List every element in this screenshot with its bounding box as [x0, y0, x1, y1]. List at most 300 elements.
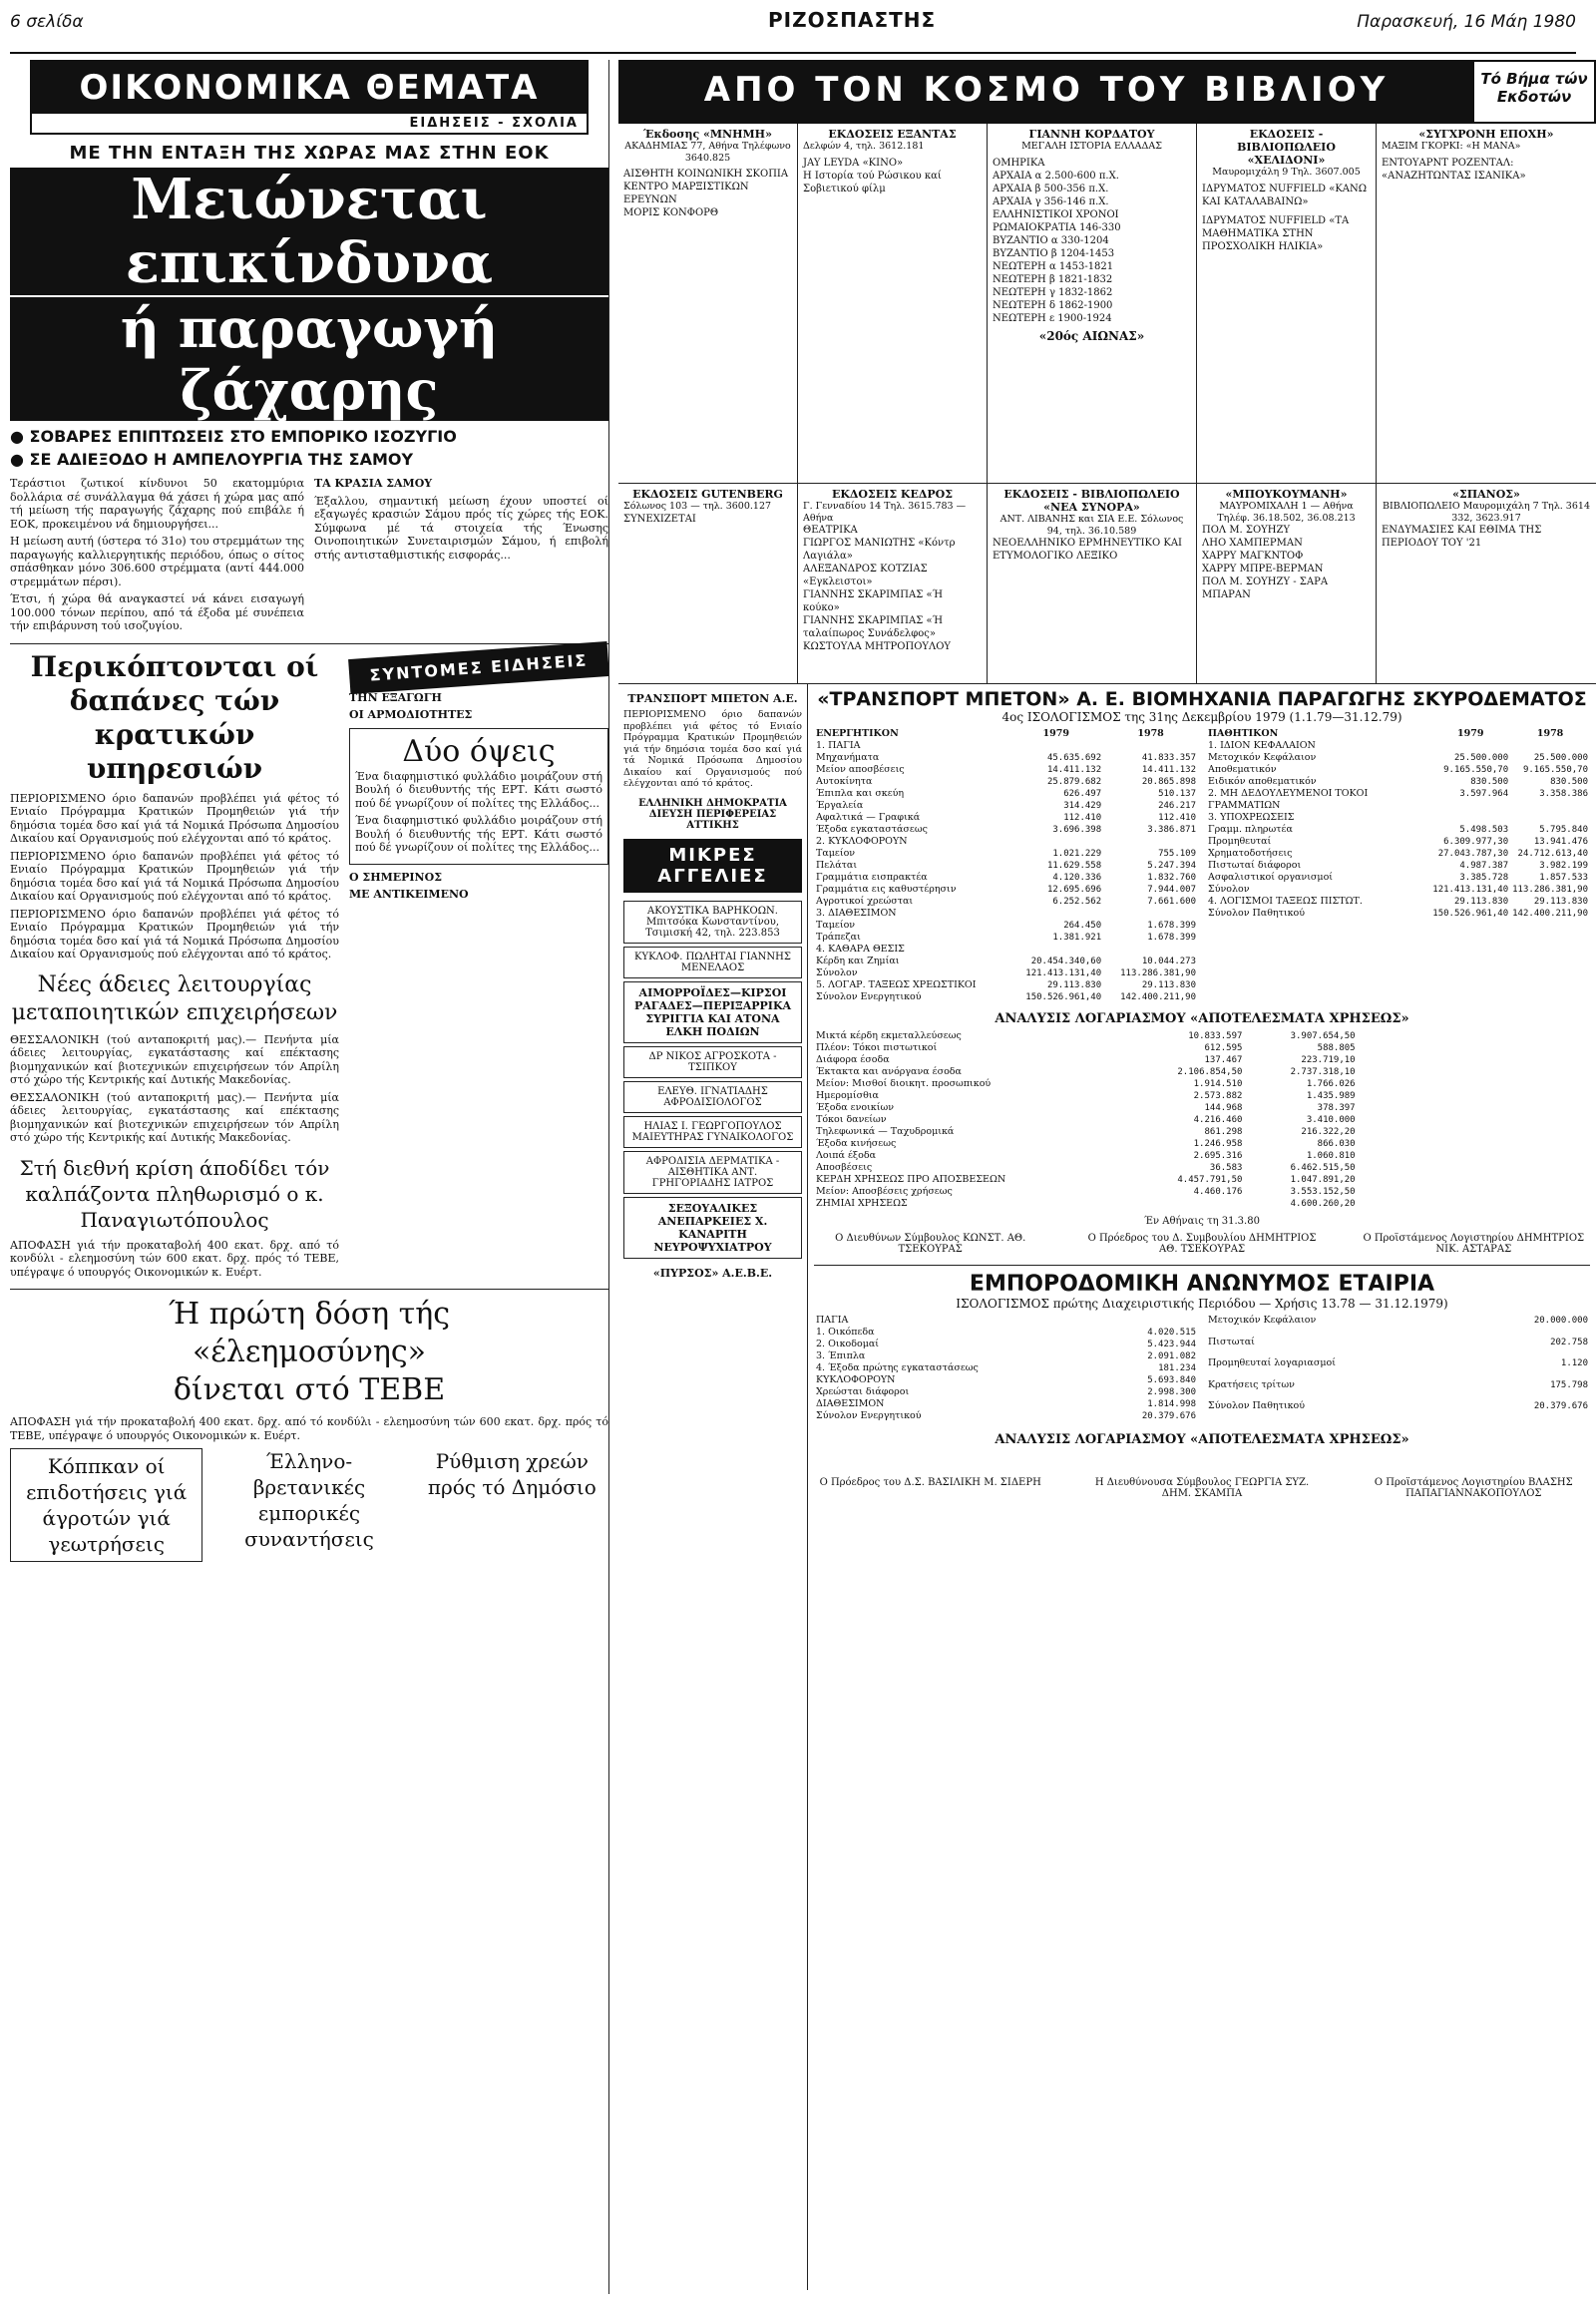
publisher-item: ΙΔΡΥΜΑΤΟΣ NUFFIELD «ΤΑ ΜΑΘΗΜΑΤΙΚΑ ΣΤΗΝ ΠΡΟΣΧΟΛΙΚΗ ΗΛΙΚΙΑ»: [1202, 214, 1350, 252]
bullet-2: ● ΣΕ ΑΔΙΕΞΟΔΟ Η ΑΜΠΕΛΟΥΡΓΙΑ ΤΗΣ ΣΑΜΟΥ: [10, 450, 414, 469]
row-label: Μικτά κέρδη εκμεταλλεύσεως: [816, 1030, 962, 1041]
table-row: [814, 848, 1198, 860]
row-value: 3.696.398: [1052, 825, 1102, 835]
book-banner: [618, 60, 1596, 124]
row-value: 112.410: [1063, 813, 1102, 823]
row-value: 27.043.787,30: [1437, 849, 1509, 859]
row-value: 223.719,10: [1301, 1055, 1356, 1065]
row-label: Σύνολον Παθητικού: [1208, 1400, 1306, 1412]
table-row: [814, 872, 1198, 884]
row-value: 113.286.381,90: [1120, 968, 1196, 978]
row-label: Πιστωταί: [1208, 1336, 1255, 1347]
sugar-para-1: Τεράστιοι ζωτικοί κίνδυνοι 50 εκατομμύρια δολλάρια σέ συνάλλαγμα θά χάσει ή χώρα μας από τή μείωση τής παραγωγής ζάχαρης πού επιβάλε ή ΕΟΚ, προκειμένου νά δημιουργήσει...: [10, 477, 304, 531]
transport-signature-mid: Ο Πρόεδρος του Δ. Συμβουλίου ΔΗΜΗΤΡΙΟΣ ΑΘ. ΤΣΕΚΟΥΡΑΣ: [1087, 1233, 1317, 1255]
publisher-address: Σόλωνος 103 — τηλ. 3600.127: [623, 501, 772, 512]
publisher-item: ΝΕΩΤΕΡΗ ε 1900-1924: [993, 312, 1112, 324]
transport-assets-table: [814, 728, 1198, 1003]
row-value: 2.695.316: [1193, 1151, 1243, 1161]
table-row: [1206, 1357, 1590, 1379]
row-label: Τράπεζαι: [816, 932, 861, 943]
publisher-synchroni: [1377, 124, 1596, 483]
publisher-address: ΑΚΑΔΗΜΙΑΣ 77, Αθήνα Τηλέφωνο 3640.825: [624, 141, 791, 164]
cuts-body: ΠΕΡΙΟΡΙΣΜΕΝΟ όριο δαπανών προβλέπει γιά φέτος τό Ενιαίο Πρόγραμμα Κρατικών Προμηθειών γιά τήν δημόσια τομέα δσο καί γιά τά Νομικά Πρόσωπα Δημοσίου Δικαίου καί Οργανισμούς πού ελέγχονται από τό κράτος.: [10, 791, 339, 845]
row-value: 142.400.211,90: [1120, 992, 1196, 1002]
table-row: [814, 979, 1198, 991]
row-value: 5.247.394: [1147, 861, 1196, 871]
two-views-box: [349, 728, 608, 865]
publisher-item: ΘΕΑΤΡΙΚΑ: [803, 525, 858, 536]
publisher-item: ΝΕΩΤΕΡΗ γ 1832-1862: [993, 286, 1113, 298]
publisher-item: ΕΝΔΥΜΑΣΙΕΣ ΚΑΙ ΕΘΙΜΑ ΤΗΣ ΠΕΡΙΟΔΟΥ ΤΟΥ '21: [1382, 525, 1542, 549]
table-row: [1206, 1400, 1590, 1422]
table-row: [814, 776, 1198, 788]
publisher-item: ΝΕΟΕΛΛΗΝΙΚΟ ΕΡΜΗΝΕΥΤΙΚΟ ΚΑΙ ΕΤΥΜΟΛΟΓΙΚΟ ΛΕΞΙΚΟ: [993, 538, 1183, 562]
row-value: 1.021.229: [1052, 849, 1102, 859]
row-value: 5.423.944: [1147, 1340, 1196, 1349]
row-value: [1098, 1315, 1198, 1327]
publisher-name: «ΣΥΓΧΡΟΝΗ ΕΠΟΧΗ»: [1418, 128, 1554, 141]
publisher-item: ΓΙΩΡΓΟΣ ΜΑΝΙΩΤΗΣ «Κόντρ Λαγιάλα»: [803, 538, 956, 562]
publisher-name: ΕΚΔΟΣΕΙΣ GUTENBERG: [632, 488, 783, 501]
trade-headline: Έλληνο-βρετανικές εμπορικές συναντήσεις: [244, 1449, 374, 1551]
small-ad: ΑΙΜΟΡΡΟΪΔΕΣ—ΚΙΡΣΟΙ ΡΑΓΑΔΕΣ—ΠΕΡΙΞΑΡΡΙΚΑ ΣΥΡΙΓΓΙΑ ΚΑΙ ΑΤΟΝΑ ΕΛΚΗ ΠΟΔΙΩΝ: [623, 981, 802, 1043]
table-row: [814, 1138, 1358, 1150]
row-value: 7.661.600: [1147, 897, 1196, 907]
row-label: Έπιπλα και σκεύη: [816, 788, 905, 799]
table-row: [1206, 764, 1590, 776]
debt-headline: Ρύθμιση χρεών πρός τό Δημόσιο: [427, 1449, 597, 1499]
page-header: [10, 8, 1576, 54]
headline-line1: Μειώνεται επικίνδυνα: [10, 168, 608, 295]
table-row: [1206, 1379, 1590, 1401]
year-1978: 1978: [1137, 728, 1164, 739]
transport-subtitle: 4ος ΙΣΟΛΟΓΙΣΜΟΣ της 31ης Δεκεμβρίου 1979 (1.1.79—31.12.79): [1001, 710, 1402, 724]
row-value: 216.322,20: [1301, 1127, 1356, 1137]
row-label: Ημερομίσθια: [816, 1090, 879, 1101]
table-row: [1206, 752, 1590, 764]
row-label: Μετοχικόν Κεφάλαιον: [1208, 752, 1317, 763]
row-value: 1.060.810: [1306, 1151, 1356, 1161]
row-label: Λοιπά έξοδα: [816, 1150, 876, 1161]
row-label: Αποθεματικόν: [1208, 764, 1277, 775]
publisher-address: ΜΑΥΡΟΜΙΧΑΛΗ 1 — Αθήνα Τηλέφ. 36.18.502, 36.08.213: [1217, 501, 1356, 524]
brief-logo: ΣΥΝΤΟΜΕΣ ΕΙΔΗΣΕΙΣ: [348, 640, 609, 693]
page-number: 6 σελίδα: [10, 12, 84, 32]
cuts-headline-3: κρατικών υπηρεσιών: [86, 717, 263, 785]
table-row: [1206, 788, 1590, 812]
row-value: [1008, 944, 1103, 956]
row-value: 20.454.340,60: [1030, 957, 1102, 966]
emporo-results-title: ΑΝΑΛΥΣΙΣ ΛΟΓΑΡΙΑΣΜΟΥ «ΑΠΟΤΕΛΕΣΜΑΤΑ ΧΡΗΣΕΩΣ»: [995, 1432, 1409, 1447]
table-row: [814, 1350, 1198, 1362]
row-value: 314.429: [1063, 801, 1102, 811]
table-row: [814, 740, 1198, 752]
transport-results-title: ΑΝΑΛΥΣΙΣ ΛΟΓΑΡΙΑΣΜΟΥ «ΑΠΟΤΕΛΕΣΜΑΤΑ ΧΡΗΣΕΩΣ»: [995, 1011, 1409, 1026]
row-value: 3.982.199: [1539, 861, 1588, 871]
publisher-name: «ΜΠΟΥΚΟΥΜΑΝΗ»: [1225, 488, 1348, 501]
table-row: [1206, 776, 1590, 788]
row-label: Αποσβέσεις: [816, 1162, 873, 1173]
publisher-item: ΝΕΩΤΕΡΗ δ 1862-1900: [993, 299, 1113, 311]
row-label: Ασφαλιστικοί οργανισμοί: [1208, 872, 1334, 883]
section-subtitle: ΕΙΔΗΣΕΙΣ - ΣΧΟΛΙΑ: [409, 116, 579, 131]
row-label: 5. ΛΟΓΑΡ. ΤΑΞΕΩΣ ΧΡΕΩΣΤΙΚΟΙ: [816, 979, 977, 990]
row-value: 175.798: [1550, 1379, 1588, 1390]
row-value: [1103, 908, 1198, 920]
row-value: 25.500.000: [1453, 753, 1509, 763]
publisher-item: ΒΥΖΑΝΤΙΟ α 330-1204: [993, 234, 1109, 246]
publisher-name: ΕΚΔΟΣΕΙΣ - ΒΙΒΛΙΟΠΩΛΕΙΟ «ΧΕΛΙΔΟΝΙ»: [1237, 128, 1336, 167]
table-row: [814, 764, 1198, 776]
table-row: [814, 860, 1198, 872]
row-value: 20.379.676: [1141, 1411, 1196, 1421]
small-ad: ΚΥΚΛΟΦ. ΠΩΛΗΤΑΙ ΓΙΑΝΝΗΣ ΜΕΝΕΛΑΟΣ: [623, 947, 802, 978]
row-label: Μείον: Αποσβέσεις χρήσεως: [816, 1186, 953, 1197]
two-views-body: Ένα διαφημιστικό φυλλάδιο μοιράζουν στή Βουλή ό διευθυντής τής ΕΡΤ. Κάτι σωστό πού δέ γνωρίζουν οί πολίτες της Ελλάδος...: [355, 769, 602, 810]
cuts-body-3: ΠΕΡΙΟΡΙΣΜΕΝΟ όριο δαπανών προβλέπει γιά φέτος τό Ενιαίο Πρόγραμμα Κρατικών Προμηθειών γιά τήν δημόσια τομέα δσο καί γιά τά Νομικά Πρόσωπα Δημοσίου Δικαίου καί Οργανισμούς πού ελέγχονται από τό κράτος.: [10, 907, 339, 960]
row-value: 29.113.830: [1533, 897, 1588, 907]
publisher-address: ΜΑΞΙΜ ΓΚΟΡΚΙ: «Η ΜΑΝΑ»: [1382, 141, 1521, 152]
table-row: [1206, 1315, 1590, 1337]
issue-date: Παρασκευή, 16 Μάη 1980: [1357, 12, 1576, 32]
row-value: 45.635.692: [1046, 753, 1102, 763]
kicker: ΜΕ ΤΗΝ ΕΝΤΑΞΗ ΤΗΣ ΧΩΡΑΣ ΜΑΣ ΣΤΗΝ ΕΟΚ: [69, 143, 550, 164]
row-label: ΚΕΡΔΗ ΧΡΗΣΕΩΣ ΠΡΟ ΑΠΟΣΒΕΣΕΩΝ: [816, 1174, 1006, 1185]
publisher-kedros: [798, 484, 988, 683]
publisher-item: ΟΜΗΡΙΚΑ: [993, 157, 1045, 169]
table-row: [814, 1162, 1358, 1174]
row-value: 10.044.273: [1141, 957, 1196, 966]
row-value: 121.413.131,40: [1025, 968, 1102, 978]
row-label: Κρατήσεις τρίτων: [1208, 1378, 1295, 1390]
publisher-item: ΡΩΜΑΙΟΚΡΑΤΙΑ 146-330: [993, 221, 1121, 233]
small-ad: ΣΕΞΟΥΑΛΙΚΕΣ ΑΝΕΠΑΡΚΕΙΕΣ Χ. ΚΑΝΑΡΙΤΗ ΝΕΥΡΟΨΥΧΙΑΤΡΟΥ: [623, 1197, 802, 1259]
emporo-signature-mid: Η Διευθύνουσα Σύμβουλος ΓΕΩΡΓΙΑ ΣΥΖ. ΔΗΜ. ΣΚΑΜΠΑ: [1094, 1477, 1310, 1499]
row-label: 4. ΛΟΓΙΣΜΟΙ ΤΑΞΕΩΣ ΠΙΣΤΩΤ.: [1208, 896, 1363, 907]
cut-subsidies-headline: Κόππκαν οί επιδοτήσεις γιά άγροτών γιά γεωτρήσεις: [10, 1448, 202, 1562]
publisher-name: ΕΚΔΟΣΕΙΣ ΕΞΑΝΤΑΣ: [828, 128, 957, 141]
row-label: Έξοδα κινήσεως: [816, 1138, 897, 1149]
row-label: Αγροτικοί χρεώσται: [816, 896, 914, 907]
row-value: 29.113.830: [1046, 980, 1102, 990]
table-row: [814, 956, 1198, 967]
sugar-para-2: Η μείωση αυτή (ύστερα τό 31ο) του στρεμμάτων της παραγωγής καλλιεργητικής περιόδου, όπως ο σίτος σπάσθηκαν μόνο 306.600 στρέμματα (αντί 444.000 στρεμμάτων πέρσι).: [10, 535, 304, 588]
row-value: 144.968: [1204, 1103, 1243, 1113]
row-value: 3.597.964: [1459, 789, 1509, 799]
publisher-chelidoni: [1197, 124, 1377, 483]
object-heading: ΜΕ ΑΝΤΙΚΕΙΜΕΝΟ: [349, 888, 469, 901]
two-views-headline: Δύο όψεις: [402, 733, 556, 769]
table-row: [814, 1114, 1358, 1126]
publisher-item: ΑΡΧΑΙΑ α 2.500-600 π.Χ.: [993, 170, 1119, 182]
row-label: ΖΗΜΙΑΙ ΧΡΗΣΕΩΣ: [816, 1198, 908, 1209]
emporo-signature-left: Ο Πρόεδρος του Δ.Σ. ΒΑΣΙΛΙΚΗ Μ. ΣΙΔΕΡΗ: [819, 1477, 1041, 1488]
publisher-item: ΜΟΡΙΣ ΚΟΝΦΟΡΘ: [623, 207, 719, 218]
publisher-nea-synora: [988, 484, 1197, 683]
emporo-liabilities-table: [1206, 1315, 1590, 1422]
publisher-item: ΑΙΣΘΗΤΗ ΚΟΙΝΩΝΙΚΗ ΣΚΟΠΙΑ: [623, 169, 789, 180]
table-row: [814, 1078, 1358, 1090]
publisher-mnimi: [618, 124, 798, 483]
row-value: 25.879.682: [1046, 777, 1102, 787]
first-dose-headline-2: «έλεημοσύνης»: [192, 1335, 427, 1369]
row-value: 121.413.131,40: [1432, 885, 1509, 895]
row-label: Τηλεφωνικά — Ταχυδρομικά: [816, 1126, 955, 1137]
table-row: [1206, 884, 1590, 896]
row-value: 11.629.558: [1046, 861, 1102, 871]
publisher-item: ΧΑΡΡΥ ΜΠΡΕ-ΒΕΡΜΑΝ: [1202, 564, 1324, 575]
row-label: Διάφορα έσοδα: [816, 1054, 890, 1065]
row-label: Ταμείον: [816, 920, 856, 931]
row-value: 36.583: [1209, 1163, 1243, 1173]
row-value: 1.381.921: [1052, 933, 1102, 943]
row-value: 1.814.998: [1147, 1399, 1196, 1409]
row-value: 755.109: [1158, 849, 1196, 859]
row-value: 9.165.550,70: [1522, 765, 1588, 775]
row-value: 3.410.000: [1306, 1115, 1356, 1125]
row-value: 41.833.357: [1141, 753, 1196, 763]
row-value: 29.113.830: [1141, 980, 1196, 990]
row-label: Τόκοι δανείων: [816, 1114, 887, 1125]
headline-line2: ή παραγωγή ζάχαρης: [10, 297, 608, 421]
row-label: Ειδικόν αποθεματικόν: [1208, 776, 1317, 787]
table-row: [814, 1315, 1198, 1327]
row-value: 5.795.840: [1539, 825, 1588, 835]
table-row: [814, 920, 1198, 932]
row-value: 1.766.026: [1306, 1079, 1356, 1089]
table-row: [814, 1126, 1358, 1138]
row-label: Σύνολον Παθητικού: [1208, 908, 1306, 919]
row-value: 1.914.510: [1193, 1079, 1243, 1089]
first-dose-body: ΑΠΟΦΑΣΗ γιά τήν προκαταβολή 400 εκατ. δρχ. από τό κονδύλι - ελεημοσύνη τών 600 εκατ. δρχ. πρός τό ΤΕΒΕ, υπέγραψε ό υπουργός Οικονομικών κ. Ευέρτ.: [10, 1415, 608, 1442]
row-label: Αυτοκίνητα: [816, 776, 873, 787]
row-value: 142.400.211,90: [1512, 909, 1588, 919]
table-row: [814, 896, 1198, 908]
table-row: [814, 1327, 1198, 1339]
transport-liabilities-table: [1206, 728, 1590, 920]
row-label: 2. ΜΗ ΔΕΔΟΥΛΕΥΜΕΝΟΙ ΤΟΚΟΙ ΓΡΑΜΜΑΤΙΩΝ: [1208, 788, 1369, 811]
row-value: 113.286.381,90: [1512, 885, 1588, 895]
row-value: 3.358.386: [1539, 789, 1588, 799]
publisher-item: ΑΡΧΑΙΑ γ 356-146 π.Χ.: [993, 195, 1109, 207]
publisher-item: ΓΙΑΝΝΗΣ ΣΚΑΡΙΜΠΑΣ «Ή κούκο»: [803, 589, 943, 613]
row-value: 150.526.961,40: [1025, 992, 1102, 1002]
table-row: [814, 1030, 1358, 1042]
row-value: 1.120: [1560, 1358, 1588, 1369]
publisher-exantas: [798, 124, 988, 483]
book-banner-title: ΑΠΟ ΤΟΝ ΚΟΣΜΟ ΤΟΥ ΒΙΒΛΙΟΥ: [620, 62, 1472, 122]
balance-sheets: [808, 684, 1596, 2290]
permits-headline: Νέες άδειες λειτουργίας μεταποιητικών επιχειρήσεων: [11, 971, 338, 1025]
publisher-address: Δελφών 4, τηλ. 3612.181: [803, 141, 925, 152]
masthead: ΡΙΖΟΣΠΑΣΤΗΣ: [768, 8, 937, 32]
table-row: [814, 1042, 1358, 1054]
row-value: 14.411.132: [1141, 765, 1196, 775]
row-label: 1. ΙΔΙΟΝ ΚΕΦΑΛΑΙΟΝ: [1208, 740, 1316, 751]
row-value: 3.553.152,50: [1290, 1187, 1356, 1197]
transport-signature-right: Ο Προϊστάμενος Λογιστηρίου ΔΗΜΗΤΡΙΟΣ ΝΙΚ. ΑΣΤΑΡΑΣ: [1363, 1233, 1585, 1255]
row-value: 14.411.132: [1046, 765, 1102, 775]
table-row: [814, 800, 1198, 812]
row-label: 3. ΔΙΑΘΕΣΙΜΟΝ: [816, 908, 897, 919]
table-row: [1206, 1337, 1590, 1358]
row-value: 378.397: [1317, 1103, 1356, 1113]
transport-notice-title: ΤΡΑΝΣΠΟΡΤ ΜΠΕΤΟΝ Α.Ε.: [627, 692, 798, 705]
permits-body: ΘΕΣΣΑΛΟΝΙΚΗ (τού ανταποκριτή μας).— Πενήντα μία άδειες λειτουργίας, εγκατάστασης καί επέκτασης βιομηχανικών καί βιοτεχνικών επιχειρήσεων τόν Απρίλη στό χώρο τής Κεντρικής καί Δυτικής Μακεδονίας.: [10, 1032, 339, 1086]
small-ad: ΑΦΡΟΔΙΣΙΑ ΔΕΡΜΑΤΙΚΑ - ΑΙΣΘΗΤΙΚΑ ΑΝΤ. ΓΡΗΓΟΡΙΑΔΗΣ ΙΑΤΡΟΣ: [623, 1151, 802, 1194]
table-row: [1206, 872, 1590, 884]
year-1979: 1979: [1042, 728, 1069, 739]
row-value: 5.498.503: [1459, 825, 1509, 835]
row-value: 612.595: [1204, 1043, 1243, 1053]
row-value: 2.737.318,10: [1290, 1067, 1356, 1077]
row-value: 3.385.728: [1459, 873, 1509, 883]
row-label: Μετοχικόν Κεφάλαιον: [1208, 1315, 1317, 1326]
publisher-item: ΓΙΑΝΝΗΣ ΣΚΑΡΙΜΠΑΣ «Ή ταλαίπωρος Συνάδελφος»: [803, 615, 943, 639]
row-label: Σύνολον: [1208, 884, 1250, 895]
table-row: [1206, 812, 1590, 824]
row-label: Γραμμάτια εις καθυστέρησιν: [816, 884, 957, 895]
row-value: 510.137: [1158, 789, 1196, 799]
row-value: 2.573.882: [1193, 1091, 1243, 1101]
publisher-item: ΧΑΡΡΥ ΜΑΓΚΝΤΟΦ: [1202, 551, 1304, 562]
table-row: [814, 932, 1198, 944]
table-row: [814, 824, 1198, 836]
table-row: [814, 1174, 1358, 1186]
publisher-address: ΒΙΒΛΙΟΠΩΛΕΙΟ Μαυρομιχάλη 7 Τηλ. 3614 332, 3623.917: [1383, 501, 1590, 524]
year-1978: 1978: [1536, 728, 1564, 739]
publisher-item: ΠΟΛ Μ. ΣΟΥΗΖΥ: [1202, 525, 1291, 536]
row-value: [1510, 740, 1590, 752]
table-row: [814, 908, 1198, 920]
transport-title: «ΤΡΑΝΣΠΟΡΤ ΜΠΕΤΟΝ» Α. Ε. ΒΙΟΜΗΧΑΝΙΑ ΠΑΡΑΓΩΓΗΣ ΣΚΥΡΟΔΕΜΑΤΟΣ: [817, 688, 1587, 710]
section-banner: [30, 60, 589, 135]
publisher-item: ΝΕΩΤΕΡΗ β 1821-1832: [993, 273, 1113, 285]
table-row: [814, 1054, 1358, 1066]
publisher-name: ΕΚΔΟΣΕΙΣ - ΒΙΒΛΙΟΠΩΛΕΙΟ «ΝΕΑ ΣΥΝΟΡΑ»: [1003, 488, 1180, 514]
row-value: 264.450: [1063, 921, 1102, 931]
table-row: [814, 812, 1198, 824]
row-label: 2. ΚΥΚΛΟΦΟΡΟΥΝ: [816, 836, 908, 847]
row-label: ΚΥΚΛΟΦΟΡΟΥΝ: [816, 1374, 896, 1385]
row-value: 830.500: [1550, 777, 1588, 787]
meat-heading: ΟΙ ΑΡΜΟΔΙΟΤΗΤΕΣ: [349, 708, 473, 721]
publisher-item: ΚΕΝΤΡΟ ΜΑΡΞΙΣΤΙΚΩΝ ΕΡΕΥΝΩΝ: [623, 182, 749, 205]
liabilities-heading: ΠΑΘΗΤΙΚΟΝ: [1208, 728, 1279, 739]
row-value: [1103, 944, 1198, 956]
row-value: 5.693.840: [1147, 1375, 1196, 1385]
row-value: 7.944.007: [1147, 885, 1196, 895]
row-value: 9.165.550,70: [1443, 765, 1509, 775]
row-value: 6.252.562: [1052, 897, 1102, 907]
publisher-address: Γ. Γενναδίου 14 Τηλ. 3615.783 — Αθήνα: [803, 501, 967, 524]
row-value: 3.907.654,50: [1290, 1031, 1356, 1041]
small-ads-title: ΜΙΚΡΕΣ ΑΓΓΕΛΙΕΣ: [623, 839, 802, 893]
book-banner-side: Τό Βήμα τών Εκδοτών: [1472, 62, 1594, 122]
transport-notice-body: ΠΕΡΙΟΡΙΣΜΕΝΟ όριο δαπανών προβλέπει γιά φέτος τό Ενιαίο Πρόγραμμα Κρατικών Προμηθειών γιά τήν δημόσια τομέα δσο καί γιά τά Νομικά Πρόσωπα Δημοσίου Δικαίου καί Οργανισμούς πού ελέγχονται από τό κράτος.: [623, 709, 802, 789]
table-row: [1206, 896, 1590, 908]
publishers-row-1: [618, 124, 1596, 484]
row-value: 1.047.891,20: [1290, 1175, 1356, 1185]
row-label: Γραμμ. πληρωτέα: [1208, 824, 1293, 835]
publishers-row-2: [618, 484, 1596, 684]
row-label: Πιστωταί διάφοροι: [1208, 860, 1302, 871]
table-row: [1206, 824, 1590, 836]
row-value: 866.030: [1317, 1139, 1356, 1149]
publisher-item: ΒΥΖΑΝΤΙΟ β 1204-1453: [993, 247, 1115, 259]
row-label: Σύνολον Ενεργητικού: [816, 991, 922, 1002]
row-value: [1430, 812, 1510, 824]
row-value: 1.678.399: [1147, 933, 1196, 943]
row-value: 2.106.854,50: [1177, 1067, 1243, 1077]
small-ad: ΗΛΙΑΣ Ι. ΓΕΩΡΓΟΠΟΥΛΟΣ ΜΑΙΕΥΤΗΡΑΣ ΓΥΝΑΙΚΟΛΟΓΟΣ: [623, 1116, 802, 1148]
table-row: [1206, 908, 1590, 920]
publisher-spanos: [1377, 484, 1596, 683]
table-row: [814, 884, 1198, 896]
publisher-name: ΕΚΔΟΣΕΙΣ ΚΕΔΡΟΣ: [831, 488, 954, 501]
publisher-item: ΙΔΡΥΜΑΤΟΣ NUFFIELD «ΚΑΝΩ ΚΑΙ ΚΑΤΑΛΑΒΑΙΝΩ»: [1202, 183, 1368, 207]
row-label: Έξοδα ενοικίων: [816, 1102, 894, 1113]
publisher-item: ΑΛΕΞΑΝΔΡΟΣ ΚΟΤΖΙΑΣ «Εγκλειστοι»: [803, 564, 928, 587]
publisher-boukoumani: [1197, 484, 1377, 683]
table-row: [814, 991, 1198, 1003]
table-row: [814, 1398, 1198, 1410]
crisis-headline: Στή διεθνή κρίση άποδίδει τόν καλπάζοντα πληθωρισμό ο κ. Παναγιωτόπουλος: [19, 1155, 330, 1232]
transport-date: Έν Αθήναις τη 31.3.80: [1144, 1216, 1260, 1227]
publisher-gutenberg: [618, 484, 798, 683]
publisher-address: ΑΝΤ. ΛΙΒΑΝΗΣ και ΣΙΑ Ε.Ε. Σόλωνος 94, τηλ. 36.10.589: [999, 514, 1184, 537]
bullet-1-text: ΣΟΒΑΡΕΣ ΕΠΙΠΤΩΣΕΙΣ ΣΤΟ ΕΜΠΟΡΙΚΟ ΙΣΟΖΥΓΙΟ: [29, 427, 457, 446]
row-value: 4.600.260,20: [1290, 1199, 1356, 1209]
export-heading: ΤΗΝ ΕΞΑΓΩΓΗ: [349, 690, 442, 704]
row-value: 4.216.460: [1193, 1115, 1243, 1125]
row-value: 20.865.898: [1141, 777, 1196, 787]
row-value: [1008, 908, 1103, 920]
table-row: [814, 944, 1198, 956]
small-ad: ΔΡ ΝΙΚΟΣ ΑΓΡΟΣΚΟΤΑ - ΤΣΙΠΚΟΥ: [623, 1046, 802, 1078]
publisher-item: ΠΟΛ Μ. ΣΟΥΗΖΥ - ΣΑΡΑ ΜΠΑΡΑΝ: [1202, 576, 1329, 600]
publisher-item: ΕΝΤΟΥΑΡΝΤ ΡΟΖΕΝΤΑΛ: «ΑΝΑΖΗΤΩΝΤΑΣ ΙΣΑΝΙΚΑ»: [1382, 157, 1526, 182]
publisher-name: ΓΙΑΝΝΗ ΚΟΡΔΑΤΟΥ: [1028, 128, 1155, 141]
row-value: 29.113.830: [1453, 897, 1509, 907]
row-value: [1510, 812, 1590, 824]
row-label: Μείον αποσβέσεις: [816, 764, 905, 775]
row-value: [1008, 740, 1103, 752]
row-label: Πελάται: [816, 860, 858, 871]
publisher-item: ΕΛΛΗΝΙΣΤΙΚΟΙ ΧΡΟΝΟΙ: [993, 208, 1119, 220]
row-label: 3. Έπιπλα: [816, 1350, 866, 1361]
pyrsos-title: «ΠΥΡΣΟΣ» Α.Ε.Β.Ε.: [652, 1266, 773, 1280]
row-value: 1.832.760: [1147, 873, 1196, 883]
publisher-name: Έκδοσης «ΜΝΗΜΗ»: [643, 128, 772, 141]
row-label: Κέρδη και Ζημίαι: [816, 956, 900, 966]
row-value: [1008, 836, 1103, 848]
publisher-item: Η Ιστορία τού Ρώσικου καί Σοβιετικού φίλμ: [803, 170, 942, 194]
table-row: [814, 1386, 1198, 1398]
economic-themes-column: [10, 60, 609, 2294]
publisher-address: ΜΕΓΑΛΗ ΙΣΤΟΡΙΑ ΕΛΛΑΔΑΣ: [1021, 141, 1162, 152]
publisher-kordatos: [988, 124, 1197, 483]
row-label: 3. ΥΠΟΧΡΕΩΣΕΙΣ: [1208, 812, 1295, 823]
sugar-para-3: Έτσι, ή χώρα θά αναγκαστεί νά κάνει εισαγωγή 100.000 τόνων περίπου, από τά έξοδα μέ συνέπεια τήν επιβάρυνση τού ισοζυγίου.: [10, 592, 304, 632]
row-value: 20.379.676: [1533, 1401, 1588, 1412]
today-heading: Ο ΣΗΜΕΡΙΝΟΣ: [349, 870, 442, 884]
emporo-title: ΕΜΠΟΡΟΔΟΜΙΚΗ ΑΝΩΝΥΜΟΣ ΕΤΑΙΡΙΑ: [969, 1272, 1435, 1297]
row-value: 3.386.871: [1147, 825, 1196, 835]
row-label: Προμηθευταί λογαριασμοί: [1208, 1357, 1336, 1369]
row-label: 4. Έξοδα πρώτης εγκαταστάσεως: [816, 1362, 979, 1373]
bullet-2-text: ΣΕ ΑΔΙΕΞΟΔΟ Η ΑΜΠΕΛΟΥΡΓΙΑ ΤΗΣ ΣΑΜΟΥ: [29, 450, 414, 469]
